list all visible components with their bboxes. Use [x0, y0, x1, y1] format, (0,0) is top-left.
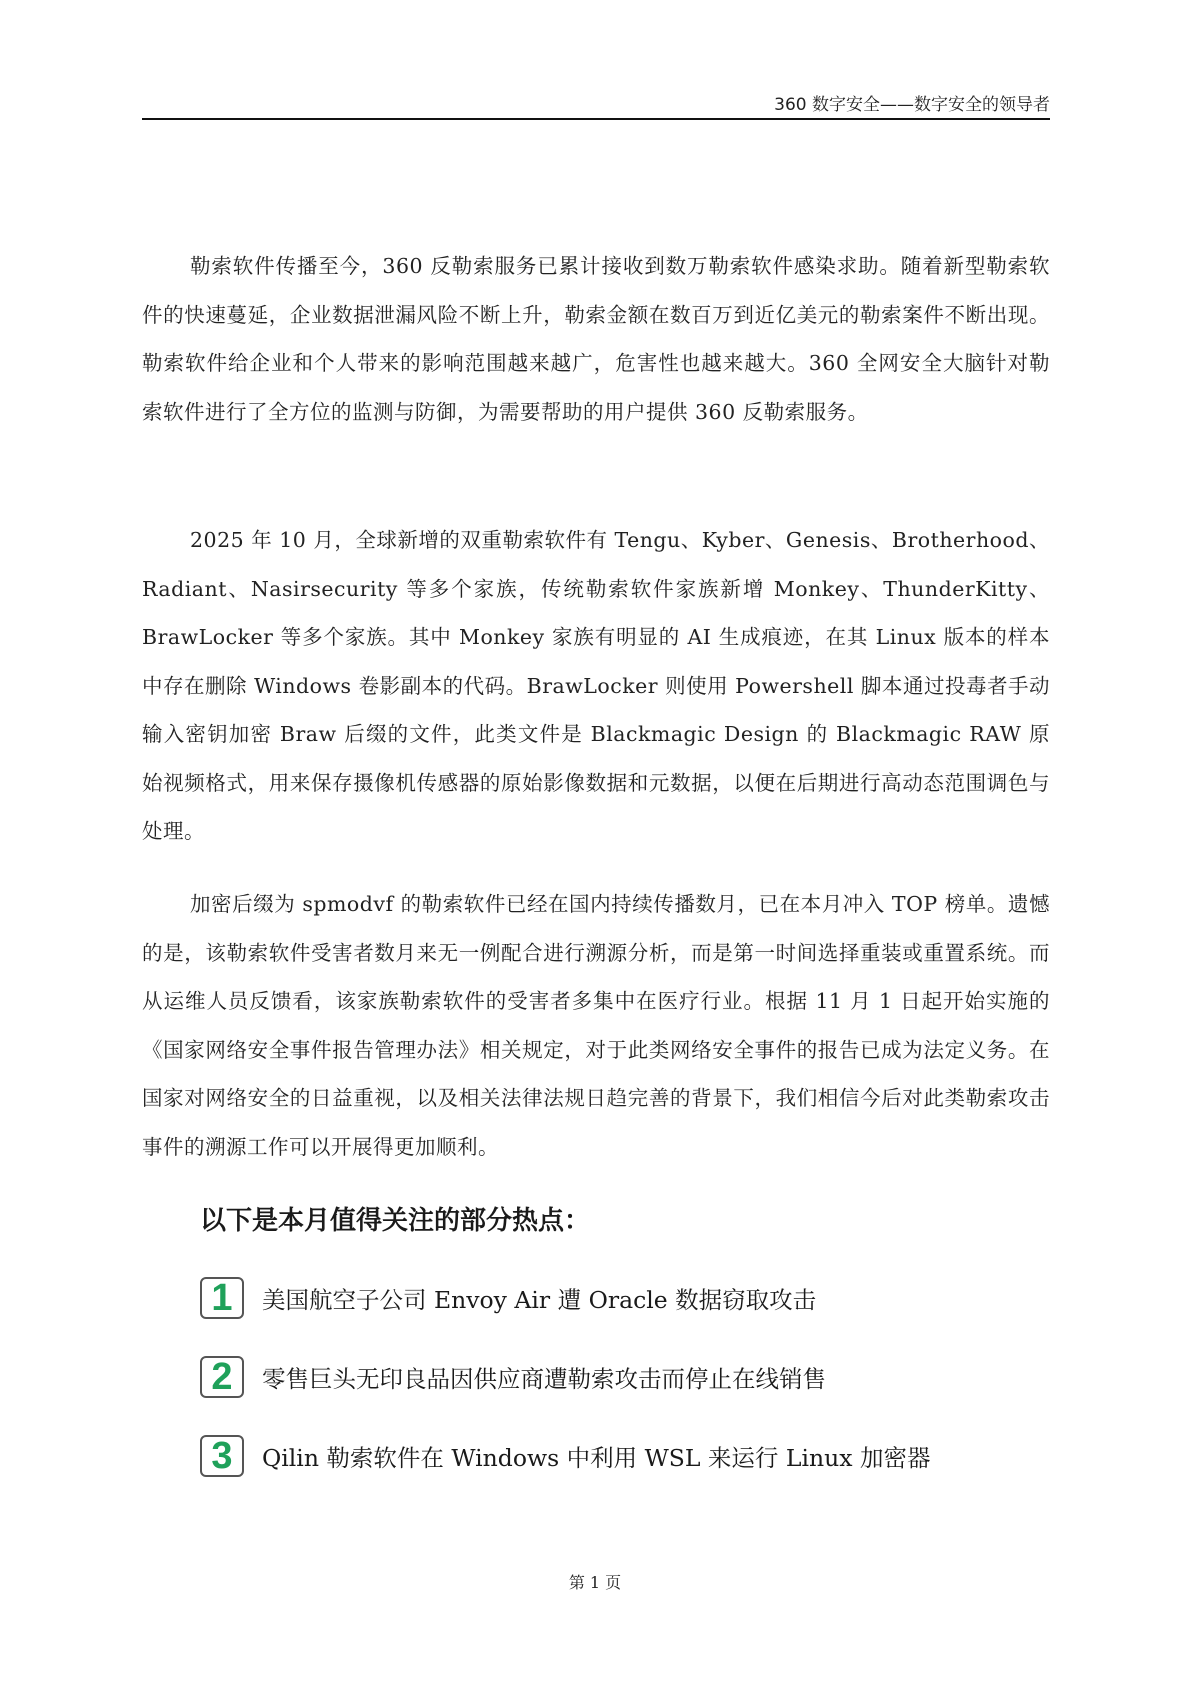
paragraph-new-families: 2025 年 10 月，全球新增的双重勒索软件有 Tengu、Kyber、Genesis、Brotherhood、Radiant、Nasirsecurity 等多个家族，传统勒索软件家族新增 Monkey、ThunderKitty、BrawLocker 等多个家族。其中 Monkey 家族有明显的 AI 生成痕迹，在其 Linux 版本的样本中存在删除 Windows 卷影副本的代码。BrawLocker 则使用 Powershell 脚本通过投毒者手动输入密钥加密 Braw 后缀的文件，此类文件是 Blackmagic Design 的 Blackmagic RAW 原始视频格式，用来保存摄像机传感器的原始影像数据和元数据，以便在后期进行高动态范围调色与处理。 — [142, 528, 1050, 843]
number-1-icon: 1 — [200, 1277, 244, 1319]
page-header — [142, 88, 1050, 120]
hotspot-item-1 — [200, 1274, 816, 1322]
number-3-icon: 3 — [200, 1435, 244, 1477]
hotspots-title: 以下是本月值得关注的部分热点： — [200, 1206, 591, 1236]
number-2-icon: 2 — [200, 1356, 244, 1398]
hotspot-item-2 — [200, 1353, 826, 1401]
header-title: 360 数字安全——数字安全的领导者 — [774, 95, 1050, 115]
paragraph-intro: 勒索软件传播至今，360 反勒索服务已累计接收到数万勒索软件感染求助。随着新型勒索软件的快速蔓延，企业数据泄漏风险不断上升，勒索金额在数百万到近亿美元的勒索案件不断出现。勒索软件给企业和个人带来的影响范围越来越广，危害性也越来越大。360 全网安全大脑针对勒索软件进行了全方位的监测与防御，为需要帮助的用户提供 360 反勒索服务。 — [142, 254, 1050, 424]
hotspot-text-3: Qilin 勒索软件在 Windows 中利用 WSL 来运行 Linux 加密器 — [262, 1444, 931, 1472]
hotspot-text-1: 美国航空子公司 Envoy Air 遭 Oracle 数据窃取攻击 — [262, 1286, 817, 1314]
hotspot-text-2: 零售巨头无印良品因供应商遭勒索攻击而停止在线销售 — [262, 1365, 826, 1393]
paragraph-spmodvf: 加密后缀为 spmodvf 的勒索软件已经在国内持续传播数月，已在本月冲入 TOP 榜单。遗憾的是，该勒索软件受害者数月来无一例配合进行溯源分析，而是第一时间选择重装或重置系统。而从运维人员反馈看，该家族勒索软件的受害者多集中在医疗行业。根据 11 月 1 日起开始实施的《国家网络安全事件报告管理办法》相关规定，对于此类网络安全事件的报告已成为法定义务。在国家对网络安全的日益重视，以及相关法律法规日趋完善的背景下，我们相信今后对此类勒索攻击事件的溯源工作可以开展得更加顺利。 — [142, 892, 1050, 1159]
hotspot-item-3 — [200, 1432, 931, 1480]
page-number: 第 1 页 — [568, 1573, 622, 1592]
